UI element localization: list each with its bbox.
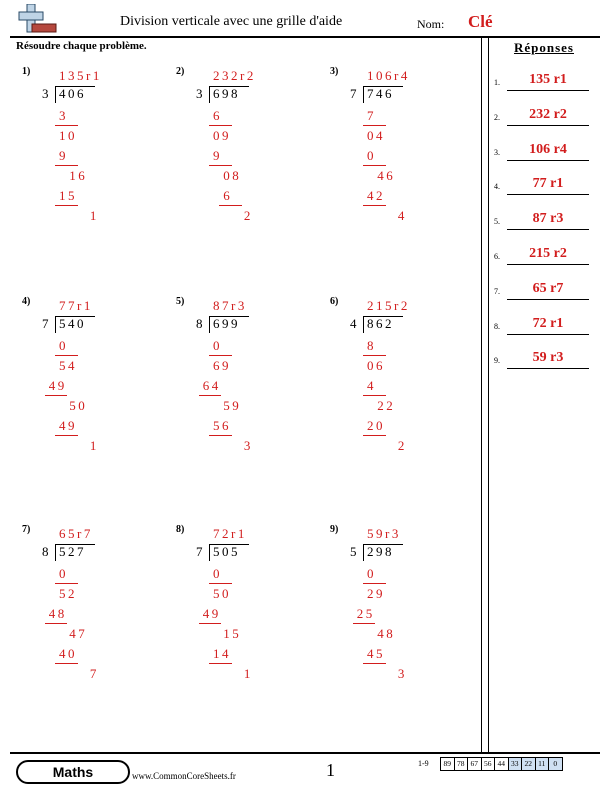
site-url: www.CommonCoreSheets.fr <box>132 771 236 781</box>
subtraction-line <box>219 205 242 206</box>
remainder: 10 <box>59 128 77 143</box>
dividend: 505 <box>213 544 240 559</box>
division-bracket <box>55 544 56 561</box>
instructions: Résoudre chaque problème. <box>16 40 147 52</box>
dividend: 406 <box>59 86 86 101</box>
answer-number: 4. <box>494 182 500 192</box>
subtraction-line <box>363 435 386 436</box>
remainder: 04 <box>367 128 385 143</box>
answer-row <box>494 176 594 196</box>
subtrahend: 15 <box>59 188 77 203</box>
answer-row <box>494 107 594 127</box>
division-bracket <box>363 316 364 333</box>
remainder: 7 <box>89 666 99 681</box>
name-value: Clé <box>468 12 493 31</box>
remainder: 4 <box>397 208 407 223</box>
dividend: 699 <box>213 316 240 331</box>
answer-row <box>494 246 594 266</box>
dividend: 698 <box>213 86 240 101</box>
subtraction-line <box>209 125 232 126</box>
subtraction-line <box>45 395 68 396</box>
logo-plus-icon <box>18 4 58 34</box>
remainder: 1 <box>89 438 99 453</box>
name-label: Nom: <box>417 17 445 31</box>
subtrahend: 49 <box>48 378 67 393</box>
answer-value: 215 r2 <box>529 246 567 261</box>
answer-row <box>494 316 594 336</box>
remainder: 48 <box>377 626 396 641</box>
subtraction-line <box>209 355 232 356</box>
remainder: 06 <box>367 358 385 373</box>
score-cell: 22 <box>521 757 536 771</box>
problem-number: 5) <box>176 296 185 307</box>
division-problem <box>176 66 316 266</box>
division-problem <box>176 296 316 496</box>
remainder: 22 <box>377 398 396 413</box>
dividend: 298 <box>367 544 394 559</box>
problem-number: 3) <box>330 66 339 77</box>
divisor: 3 <box>42 86 49 101</box>
answer-column-border <box>481 36 482 752</box>
subtraction-line <box>55 435 78 436</box>
answer-line <box>507 90 589 91</box>
division-problem <box>330 524 470 724</box>
divisor: 8 <box>42 544 49 559</box>
page-title: Division verticale avec une grille d'aide <box>120 14 343 29</box>
divisor: 7 <box>42 316 49 331</box>
answer-number: 7. <box>494 286 500 296</box>
subtrahend: 25 <box>356 606 375 621</box>
quotient: 59r3 <box>367 526 401 541</box>
subtrahend: 9 <box>213 148 222 163</box>
answer-value: 135 r1 <box>529 72 567 87</box>
remainder: 08 <box>223 168 242 183</box>
subtrahend: 6 <box>213 108 222 123</box>
remainder: 50 <box>69 398 88 413</box>
answer-line <box>507 229 589 230</box>
division-bracket <box>209 544 210 561</box>
subtrahend: 40 <box>59 646 77 661</box>
subtrahend: 20 <box>367 418 385 433</box>
subtrahend: 48 <box>48 606 67 621</box>
division-bracket <box>363 86 364 103</box>
quotient: 215r2 <box>367 298 410 313</box>
subtrahend: 3 <box>59 108 68 123</box>
division-bracket <box>363 544 364 561</box>
remainder: 50 <box>213 586 231 601</box>
answer-value: 77 r1 <box>532 176 564 192</box>
problem-number: 9) <box>330 524 339 535</box>
division-problem <box>176 524 316 724</box>
score-cell: 44 <box>494 757 509 771</box>
subtrahend: 56 <box>213 418 231 433</box>
answer-number: 3. <box>494 147 500 157</box>
problem-number: 8) <box>176 524 185 535</box>
answer-column-border-inner <box>488 36 489 752</box>
answer-row <box>494 350 594 370</box>
subtrahend: 45 <box>367 646 385 661</box>
subtraction-line <box>363 355 386 356</box>
quotient: 87r3 <box>213 298 247 313</box>
divisor: 4 <box>350 316 357 331</box>
divisor: 7 <box>196 544 203 559</box>
division-problem <box>22 296 162 496</box>
subtrahend: 0 <box>59 338 68 353</box>
problem-number: 4) <box>22 296 31 307</box>
answers-heading: Réponses <box>513 40 574 55</box>
answer-number: 6. <box>494 252 500 261</box>
remainder: 3 <box>243 438 253 453</box>
remainder: 52 <box>59 586 77 601</box>
divisor: 8 <box>196 316 203 331</box>
dividend: 540 <box>59 316 86 331</box>
answer-line <box>507 160 589 161</box>
division-problem <box>330 296 470 496</box>
answer-line <box>507 264 589 265</box>
subtrahend: 0 <box>213 566 222 581</box>
quotient: 232r2 <box>213 68 256 83</box>
remainder: 1 <box>89 208 99 223</box>
subtraction-line <box>55 125 78 126</box>
subtraction-line <box>199 395 222 396</box>
answer-line <box>507 334 589 335</box>
division-bracket <box>209 86 210 103</box>
answer-number: 1. <box>494 78 500 87</box>
subtraction-line <box>363 205 386 206</box>
subtraction-line <box>209 165 232 166</box>
subtraction-line <box>55 355 78 356</box>
answer-row <box>494 142 594 162</box>
score-range: 1-9 <box>418 759 429 768</box>
remainder: 2 <box>243 208 253 223</box>
subtrahend: 49 <box>202 606 221 621</box>
quotient: 72r1 <box>213 526 247 541</box>
answer-value: 65 r7 <box>532 280 564 296</box>
page-number: 1 <box>326 760 335 780</box>
remainder: 69 <box>213 358 231 373</box>
remainder: 47 <box>69 626 88 641</box>
answer-value: 232 r2 <box>529 106 567 122</box>
subtraction-line <box>353 623 376 624</box>
subtrahend: 0 <box>367 148 376 163</box>
answer-number: 2. <box>494 112 500 122</box>
remainder: 46 <box>377 168 396 183</box>
answer-value: 72 r1 <box>532 315 564 331</box>
remainder: 3 <box>397 666 407 681</box>
subject-badge: Maths <box>16 760 130 784</box>
subtraction-line <box>209 663 232 664</box>
subtrahend: 0 <box>213 338 222 353</box>
score-cell: 56 <box>481 757 496 771</box>
subtraction-line <box>55 583 78 584</box>
subtraction-line <box>55 663 78 664</box>
problem-number: 1) <box>22 66 31 77</box>
subtrahend: 64 <box>202 378 221 393</box>
subtraction-line <box>55 165 78 166</box>
subtraction-line <box>363 583 386 584</box>
subtraction-line <box>363 165 386 166</box>
subtrahend: 8 <box>367 338 376 353</box>
subtrahend: 0 <box>59 566 68 581</box>
subtraction-line <box>55 205 78 206</box>
subtraction-line <box>199 623 222 624</box>
remainder: 29 <box>367 586 385 601</box>
answer-number: 5. <box>494 217 500 227</box>
division-problem <box>330 66 470 266</box>
remainder: 59 <box>223 398 242 413</box>
subtrahend: 42 <box>367 188 385 203</box>
score-cell: 11 <box>535 757 550 771</box>
remainder: 15 <box>223 626 242 641</box>
division-bracket <box>55 316 56 333</box>
subtrahend: 49 <box>59 418 77 433</box>
problem-number: 7) <box>22 524 31 535</box>
problem-number: 6) <box>330 296 339 307</box>
answer-number: 8. <box>494 321 500 331</box>
quotient: 106r4 <box>367 68 410 83</box>
answer-line <box>507 125 589 126</box>
divisor: 5 <box>350 544 357 559</box>
subtrahend: 0 <box>367 566 376 581</box>
score-cell: 67 <box>467 757 482 771</box>
quotient: 135r1 <box>59 68 102 83</box>
subtraction-line <box>363 663 386 664</box>
dividend: 862 <box>367 316 394 331</box>
header-divider <box>10 36 600 38</box>
division-problem <box>22 66 162 266</box>
subtraction-line <box>209 583 232 584</box>
remainder: 16 <box>69 168 88 183</box>
answer-value: 59 r3 <box>532 350 564 366</box>
subtrahend: 14 <box>213 646 231 661</box>
dividend: 527 <box>59 544 86 559</box>
score-cell: 33 <box>508 757 523 771</box>
footer-divider <box>10 752 600 754</box>
dividend: 746 <box>367 86 394 101</box>
subtraction-line <box>209 435 232 436</box>
remainder: 2 <box>397 438 407 453</box>
answer-line <box>507 194 589 195</box>
score-cell: 89 <box>440 757 455 771</box>
answer-row <box>494 72 594 92</box>
score-cell: 78 <box>454 757 469 771</box>
division-bracket <box>55 86 56 103</box>
answer-line <box>507 368 589 369</box>
subtrahend: 9 <box>59 148 68 163</box>
subtrahend: 6 <box>223 188 233 203</box>
remainder: 54 <box>59 358 77 373</box>
answer-row <box>494 281 594 301</box>
quotient: 77r1 <box>59 298 93 313</box>
division-bracket <box>209 316 210 333</box>
subtrahend: 4 <box>367 378 376 393</box>
subtraction-line <box>45 623 68 624</box>
divisor: 3 <box>196 86 203 101</box>
answer-row <box>494 211 594 231</box>
subtraction-line <box>363 125 386 126</box>
problem-number: 2) <box>176 66 185 77</box>
answer-value: 106 r4 <box>529 141 567 157</box>
score-cell: 0 <box>548 757 563 771</box>
quotient: 65r7 <box>59 526 93 541</box>
answer-value: 87 r3 <box>532 211 564 227</box>
subtraction-line <box>363 395 386 396</box>
answer-line <box>507 299 589 300</box>
answer-number: 9. <box>494 356 500 366</box>
division-problem <box>22 524 162 724</box>
remainder: 09 <box>213 128 231 143</box>
subtrahend: 7 <box>367 108 376 123</box>
remainder: 1 <box>243 666 253 681</box>
divisor: 7 <box>350 86 357 101</box>
